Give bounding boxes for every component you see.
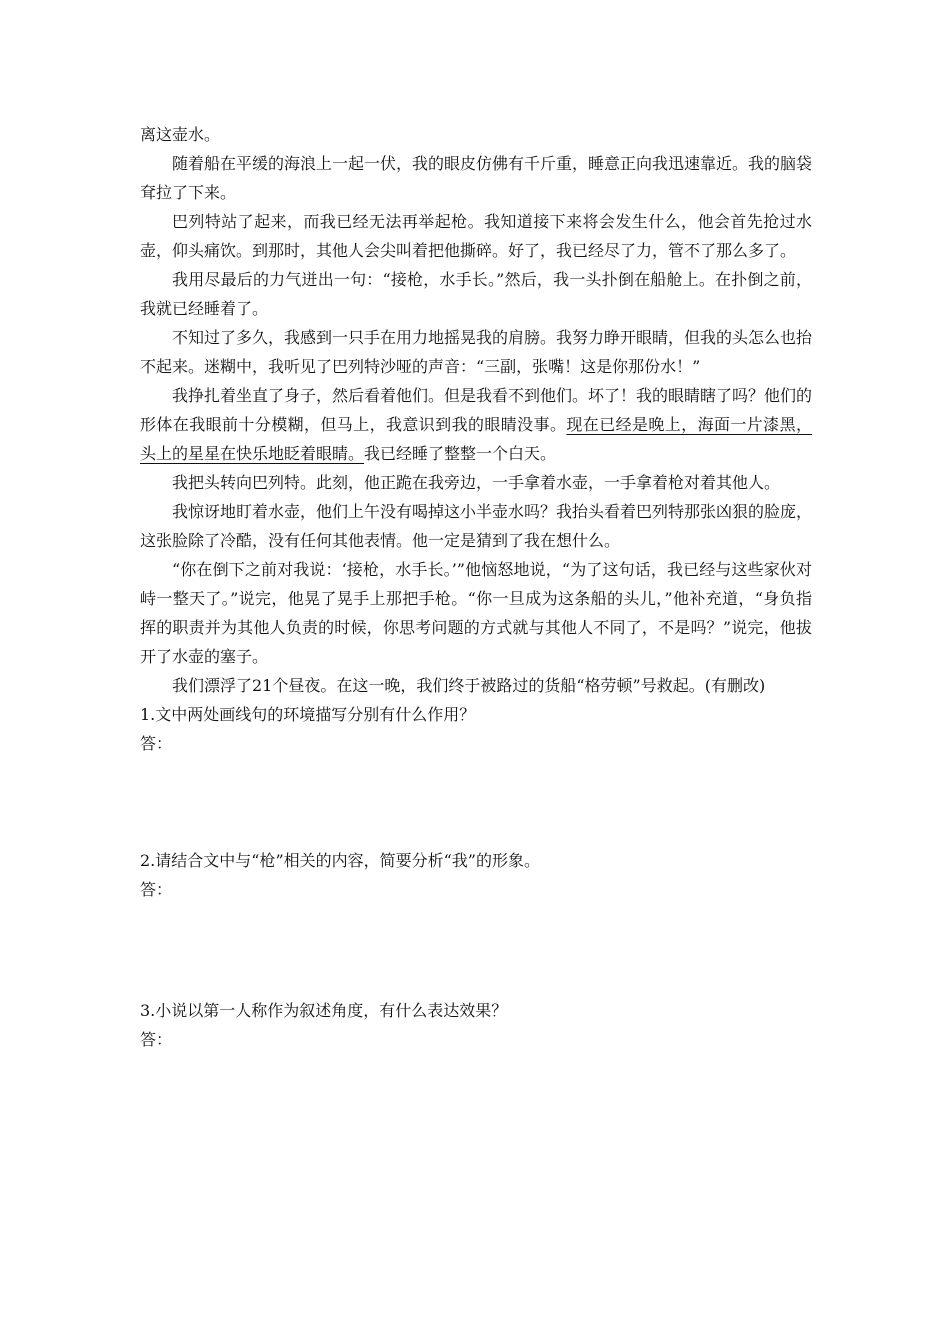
paragraph-text: 我已经睡了整整一个白天。 (364, 444, 557, 463)
question-3: 3.小说以第一人称作为叙述角度，有什么表达效果？ (140, 1001, 508, 1020)
question-2: 2.请结合文中与“枪”相关的内容，简要分析“我”的形象。 (140, 851, 540, 870)
question-1: 1.文中两处画线句的环境描写分别有什么作用？ (140, 705, 476, 724)
story-paragraph: 我们漂浮了21个昼夜。在这一晚，我们终于被路过的货船“格劳顿”号救起。(有删改) (172, 676, 766, 695)
story-paragraph: 我用尽最后的力气迸出一句：“接枪，水手长。”然后，我一头扑倒在船舱上。在扑倒之前，我就已经睡着了。 (140, 270, 812, 318)
story-paragraph: “你在倒下之前对我说：‘接枪，水手长。’”他恼怒地说，“为了这句话，我已经与这些家伙对峙一整天了。”说完，他晃了晃手上那把手枪。“你一旦成为这条船的头儿，”他补充道，“身负指挥的职责并为其他人负责的时候，你思考问题的方式就与其他人不同了，不是吗？”说完，他拔开了水壶的塞子。 (140, 560, 812, 666)
answer-space-1[interactable] (140, 758, 812, 846)
paragraph-text: 我挣扎着坐直了身子，然后看着他们。但是我看不到他们。坏了！我的眼睛瞎了吗？他们的形体在我眼前十分模糊，但马上，我意识到我的眼睛没事。 (140, 386, 813, 434)
story-paragraph-underlined (140, 381, 812, 468)
document-page (140, 120, 812, 1054)
story-paragraph: 我把头转向巴列特。此刻，他正跪在我旁边，一手拿着水壶，一手拿着枪对着其他人。 (172, 473, 781, 492)
answer-label-3: 答： (140, 1030, 173, 1049)
answer-label-1: 答： (140, 734, 173, 753)
answer-label-2: 答： (140, 880, 173, 899)
story-paragraph: 我惊讶地盯着水壶，他们上午没有喝掉这小半壶水吗？我抬头看着巴列特那张凶狠的脸庞，这张脸除了冷酷，没有任何其他表情。他一定是猜到了我在想什么。 (140, 502, 813, 550)
story-paragraph: 巴列特站了起来，而我已经无法再举起枪。我知道接下来将会发生什么，他会首先抢过水壶，仰头痛饮。到那时，其他人会尖叫着把他撕碎。好了，我已经尽了力，管不了那么多了。 (140, 212, 812, 260)
underlined-sentence: 现在已经是晚上，海面一片漆黑，头上的星星在快乐地眨着眼睛。 (140, 415, 812, 463)
story-paragraph: 随着船在平缓的海浪上一起一伏，我的眼皮仿佛有千斤重，睡意正向我迅速靠近。我的脑袋耷拉了下来。 (140, 154, 813, 202)
story-paragraph: 不知过了多久，我感到一只手在用力地摇晃我的肩膀。我努力睁开眼睛，但我的头怎么也抬不起来。迷糊中，我听见了巴列特沙哑的声音：“三副，张嘴！这是你那份水！” (140, 328, 813, 376)
answer-space-2[interactable] (140, 904, 812, 996)
story-paragraph: 离这壶水。 (140, 125, 221, 144)
